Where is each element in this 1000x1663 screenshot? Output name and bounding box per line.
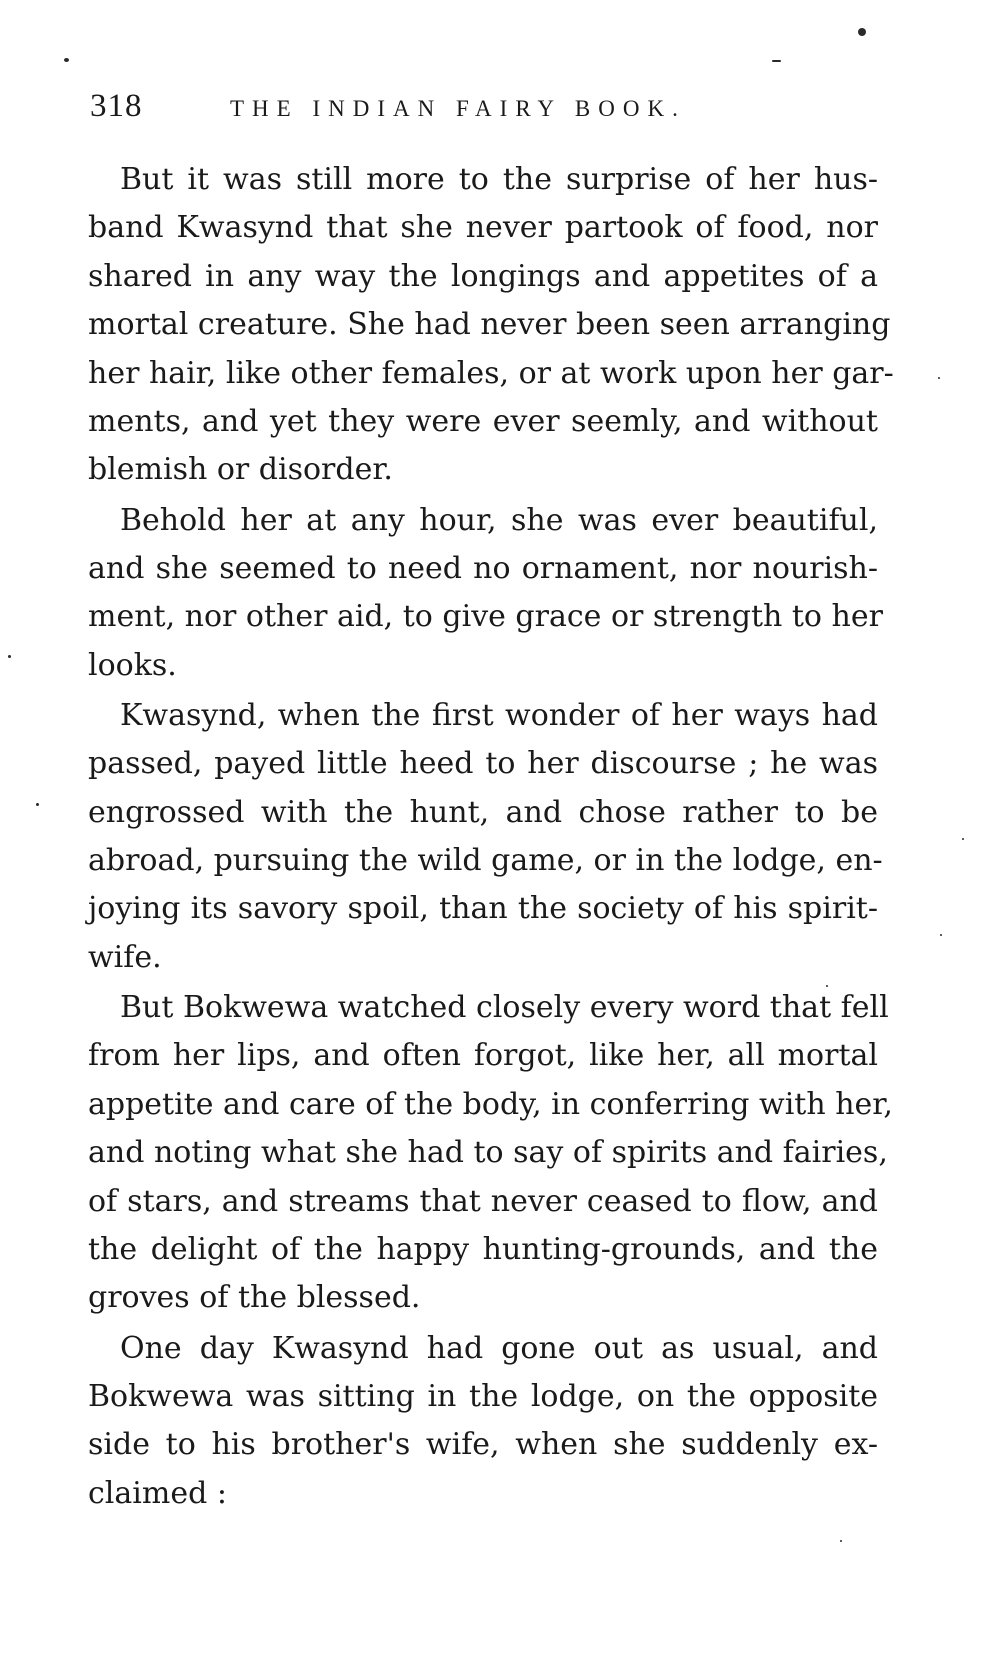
text-line: But Bokwewa watched closely every word that fell	[120, 990, 889, 1026]
text-line: looks.	[88, 647, 177, 683]
text-line: band Kwasynd that she never partook of food, nor	[88, 210, 878, 246]
scan-speck	[858, 28, 866, 36]
text-line: claimed :	[88, 1475, 227, 1511]
scan-speck	[772, 60, 781, 62]
scan-speck	[36, 803, 39, 806]
scan-speck	[962, 838, 964, 840]
text-line: passed, payed little heed to her discourse ; he was	[88, 746, 878, 782]
text-line: Bokwewa was sitting in the lodge, on the opposite	[88, 1378, 878, 1414]
running-title: THE INDIAN FAIRY BOOK.	[230, 96, 686, 121]
scan-speck	[940, 934, 942, 936]
text-line: appetite and care of the body, in conferring with her,	[88, 1086, 893, 1122]
body-text	[88, 156, 894, 1520]
scan-speck	[8, 655, 11, 658]
paragraph	[88, 984, 893, 1323]
paragraph	[88, 1325, 878, 1519]
page-number: 318	[90, 88, 143, 124]
page-header	[90, 88, 850, 132]
text-line: side to his brother's wife, when she suddenly ex-	[88, 1427, 878, 1463]
paragraph	[88, 497, 883, 691]
text-line: shared in any way the longings and appetites of a	[88, 258, 878, 294]
text-line: engrossed with the hunt, and chose rather to be	[88, 794, 878, 830]
text-line: of stars, and streams that never ceased to flow, and	[88, 1183, 878, 1219]
text-line: the delight of the happy hunting-grounds, and the	[88, 1231, 878, 1267]
text-line: blemish or disorder.	[88, 452, 393, 488]
paragraph	[88, 692, 883, 982]
text-line: Kwasynd, when the first wonder of her ways had	[120, 697, 878, 733]
paragraph	[88, 156, 894, 495]
text-line: ments, and yet they were ever seemly, and without	[88, 403, 878, 439]
scan-speck	[938, 377, 940, 379]
text-line: abroad, pursuing the wild game, or in the lodge, en-	[88, 843, 883, 879]
scan-speck	[826, 985, 828, 987]
text-line: ment, nor other aid, to give grace or strength to her	[88, 599, 883, 635]
text-line: One day Kwasynd had gone out as usual, and	[120, 1330, 878, 1366]
text-line: But it was still more to the surprise of her hus-	[120, 162, 878, 197]
text-line: her hair, like other females, or at work upon her gar-	[88, 355, 894, 391]
text-line: joying its savory spoil, than the society of his spirit-	[88, 891, 878, 927]
text-line: mortal creature. She had never been seen arranging	[88, 307, 891, 343]
text-line: groves of the blessed.	[88, 1280, 421, 1316]
text-line: and she seemed to need no ornament, nor nourish-	[88, 550, 878, 586]
text-line: wife.	[88, 939, 162, 975]
scan-speck	[64, 58, 69, 62]
scan-speck	[840, 1540, 842, 1542]
text-line: from her lips, and often forgot, like her, all mortal	[88, 1038, 878, 1074]
text-line: and noting what she had to say of spirits and fairies,	[88, 1135, 888, 1171]
text-line: Behold her at any hour, she was ever beautiful,	[120, 502, 878, 538]
